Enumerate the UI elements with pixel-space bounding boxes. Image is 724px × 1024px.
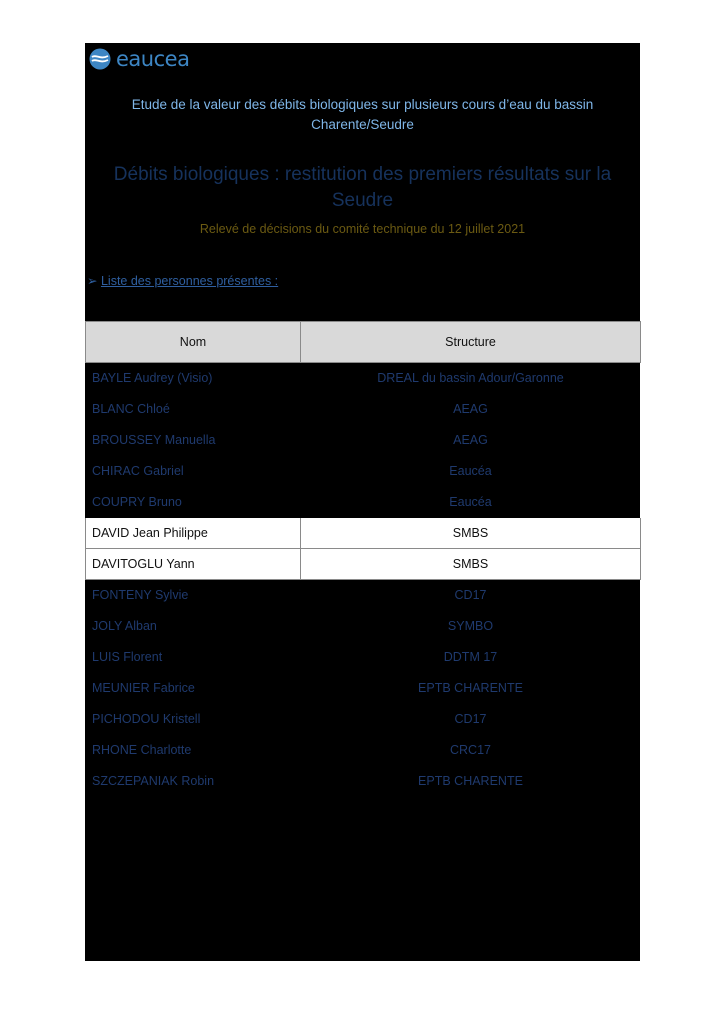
attendee-structure: AEAG (453, 433, 488, 447)
attendee-structure: DREAL du bassin Adour/Garonne (377, 371, 564, 385)
table-row (86, 642, 641, 673)
table-row (86, 735, 641, 766)
logo-text: eaucea (116, 47, 190, 71)
attendee-structure: SMBS (301, 518, 641, 549)
attendee-name: PICHODOU Kristell (92, 712, 201, 726)
attendees-table (85, 321, 641, 797)
attendee-structure: Eaucéa (449, 495, 492, 509)
table-row (86, 611, 641, 642)
attendee-name: RHONE Charlotte (92, 743, 192, 757)
attendee-name: COUPRY Bruno (92, 495, 182, 509)
table-row (86, 766, 641, 797)
table-row (86, 549, 641, 580)
attendee-structure: SMBS (301, 549, 641, 580)
table-row (86, 394, 641, 425)
attendee-name: JOLY Alban (92, 619, 157, 633)
attendee-structure: CD17 (454, 712, 487, 726)
table-row (86, 704, 641, 735)
attendee-name: DAVID Jean Philippe (86, 518, 301, 549)
page-title (85, 162, 640, 214)
attendee-name: DAVITOGLU Yann (86, 549, 301, 580)
title-line-1: Débits biologiques : restitution des premiers résultats sur la (113, 164, 612, 185)
attendees-heading (87, 272, 278, 290)
attendee-name: LUIS Florent (92, 650, 163, 664)
table-row (86, 518, 641, 549)
table-row (86, 363, 641, 394)
table-row (86, 487, 641, 518)
attendee-name: BAYLE Audrey (Visio) (92, 371, 213, 385)
attendee-name: CHIRAC Gabriel (92, 464, 184, 478)
table-header-row (86, 322, 641, 363)
table-row (86, 673, 641, 704)
attendee-name: BROUSSEY Manuella (92, 433, 216, 447)
attendee-name: MEUNIER Fabrice (92, 681, 195, 695)
subtitle-line-2: Charente/Seudre (311, 117, 414, 132)
attendee-name: SZCZEPANIAK Robin (92, 774, 215, 788)
meeting-subtitle: Relevé de décisions du comité technique du 12 juillet 2021 (199, 222, 526, 236)
attendee-structure: SYMBO (447, 619, 494, 633)
column-header-nom: Nom (86, 322, 301, 363)
study-subtitle (85, 95, 640, 135)
attendee-structure: DDTM 17 (443, 650, 498, 664)
attendee-structure: Eaucéa (449, 464, 492, 478)
table-row (86, 580, 641, 611)
attendee-structure: EPTB CHARENTE (418, 681, 523, 695)
document-page (85, 43, 640, 961)
attendee-structure: CRC17 (450, 743, 491, 757)
column-header-structure: Structure (301, 322, 641, 363)
subtitle-line-1: Etude de la valeur des débits biologiques sur plusieurs cours d’eau du bassin (131, 97, 594, 112)
attendees-heading-label: Liste des personnes présentes : (100, 274, 279, 288)
table-row (86, 425, 641, 456)
attendee-structure: CD17 (454, 588, 487, 602)
attendee-structure: AEAG (453, 402, 488, 416)
attendee-structure: EPTB CHARENTE (418, 774, 523, 788)
arrow-bullet-icon: ➢ (87, 274, 98, 288)
attendee-name: BLANC Chloé (92, 402, 170, 416)
eaucea-logo (89, 45, 189, 73)
wave-globe-icon (89, 48, 111, 70)
table-row (86, 456, 641, 487)
title-line-2: Seudre (331, 190, 394, 211)
attendee-name: FONTENY Sylvie (92, 588, 189, 602)
